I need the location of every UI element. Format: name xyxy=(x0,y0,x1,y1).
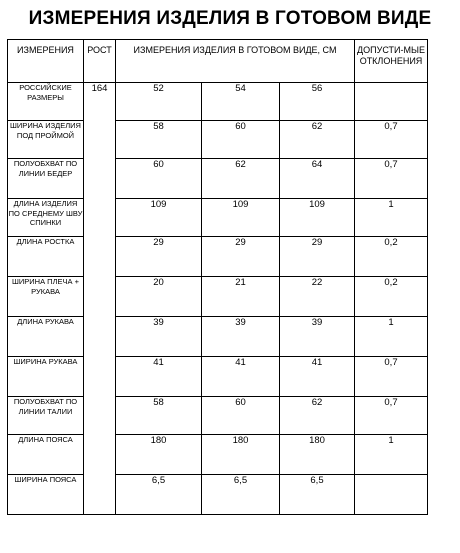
cell-size-2: 6,5 xyxy=(202,475,280,515)
cell-size-2: 54 xyxy=(202,83,280,121)
cell-tolerance: 1 xyxy=(355,199,428,237)
table-row xyxy=(8,397,428,435)
table-row xyxy=(8,435,428,475)
cell-size-2: 21 xyxy=(202,277,280,317)
cell-size-3: 41 xyxy=(280,357,355,397)
cell-size-3: 180 xyxy=(280,435,355,475)
cell-size-2: 41 xyxy=(202,357,280,397)
header-sizes: ИЗМЕРЕНИЯ ИЗДЕЛИЯ В ГОТОВОМ ВИДЕ, СМ xyxy=(116,40,355,83)
table-row xyxy=(8,237,428,277)
cell-size-3: 56 xyxy=(280,83,355,121)
cell-size-1: 180 xyxy=(116,435,202,475)
table-header-row xyxy=(8,40,428,83)
cell-size-3: 39 xyxy=(280,317,355,357)
header-height: РОСТ xyxy=(84,40,116,83)
cell-size-3: 29 xyxy=(280,237,355,277)
table-row xyxy=(8,121,428,159)
row-label: ДЛИНА ИЗДЕЛИЯ ПО СРЕДНЕМУ ШВУ СПИНКИ xyxy=(8,199,84,237)
row-label: ДЛИНА РУКАВА xyxy=(8,317,84,357)
measurements-table xyxy=(7,39,428,515)
table-row xyxy=(8,83,428,121)
cell-size-3: 62 xyxy=(280,397,355,435)
cell-size-2: 180 xyxy=(202,435,280,475)
row-label: ШИРИНА ИЗДЕЛИЯ ПОД ПРОЙМОЙ xyxy=(8,121,84,159)
cell-size-2: 29 xyxy=(202,237,280,277)
cell-tolerance: 0,7 xyxy=(355,121,428,159)
cell-size-1: 6,5 xyxy=(116,475,202,515)
cell-tolerance: 1 xyxy=(355,317,428,357)
cell-size-1: 41 xyxy=(116,357,202,397)
table-row xyxy=(8,357,428,397)
header-measure: ИЗМЕРЕНИЯ xyxy=(8,40,84,83)
cell-tolerance xyxy=(355,475,428,515)
cell-size-3: 64 xyxy=(280,159,355,199)
row-label: ШИРИНА ПОЯСА xyxy=(8,475,84,515)
cell-tolerance: 0,7 xyxy=(355,159,428,199)
row-label: ДЛИНА ПОЯСА xyxy=(8,435,84,475)
table-row xyxy=(8,277,428,317)
cell-size-1: 58 xyxy=(116,397,202,435)
cell-size-2: 60 xyxy=(202,121,280,159)
cell-size-1: 20 xyxy=(116,277,202,317)
cell-size-1: 52 xyxy=(116,83,202,121)
height-value: 164 xyxy=(84,83,116,515)
cell-tolerance: 0,7 xyxy=(355,357,428,397)
cell-size-1: 109 xyxy=(116,199,202,237)
cell-tolerance: 1 xyxy=(355,435,428,475)
table-row xyxy=(8,317,428,357)
cell-tolerance xyxy=(355,83,428,121)
cell-size-3: 109 xyxy=(280,199,355,237)
header-tolerance: ДОПУСТИ-МЫЕ ОТКЛОНЕНИЯ xyxy=(355,40,428,83)
row-label: ПОЛУОБХВАТ ПО ЛИНИИ БЕДЕР xyxy=(8,159,84,199)
cell-size-2: 109 xyxy=(202,199,280,237)
cell-size-1: 29 xyxy=(116,237,202,277)
cell-size-1: 39 xyxy=(116,317,202,357)
cell-size-2: 60 xyxy=(202,397,280,435)
table-row xyxy=(8,475,428,515)
table-row xyxy=(8,159,428,199)
cell-size-2: 62 xyxy=(202,159,280,199)
cell-size-1: 58 xyxy=(116,121,202,159)
cell-tolerance: 0,2 xyxy=(355,277,428,317)
row-label: ШИРИНА РУКАВА xyxy=(8,357,84,397)
table-row xyxy=(8,199,428,237)
cell-size-2: 39 xyxy=(202,317,280,357)
cell-size-3: 22 xyxy=(280,277,355,317)
cell-size-3: 62 xyxy=(280,121,355,159)
row-label: ДЛИНА РОСТКА xyxy=(8,237,84,277)
cell-size-1: 60 xyxy=(116,159,202,199)
cell-tolerance: 0,7 xyxy=(355,397,428,435)
row-label: ПОЛУОБХВАТ ПО ЛИНИИ ТАЛИИ xyxy=(8,397,84,435)
row-label: РОССИЙСКИЕ РАЗМЕРЫ xyxy=(8,83,84,121)
cell-size-3: 6,5 xyxy=(280,475,355,515)
cell-tolerance: 0,2 xyxy=(355,237,428,277)
row-label: ШИРИНА ПЛЕЧА + РУКАВА xyxy=(8,277,84,317)
page-title: ИЗМЕРЕНИЯ ИЗДЕЛИЯ В ГОТОВОМ ВИДЕ xyxy=(28,8,432,29)
